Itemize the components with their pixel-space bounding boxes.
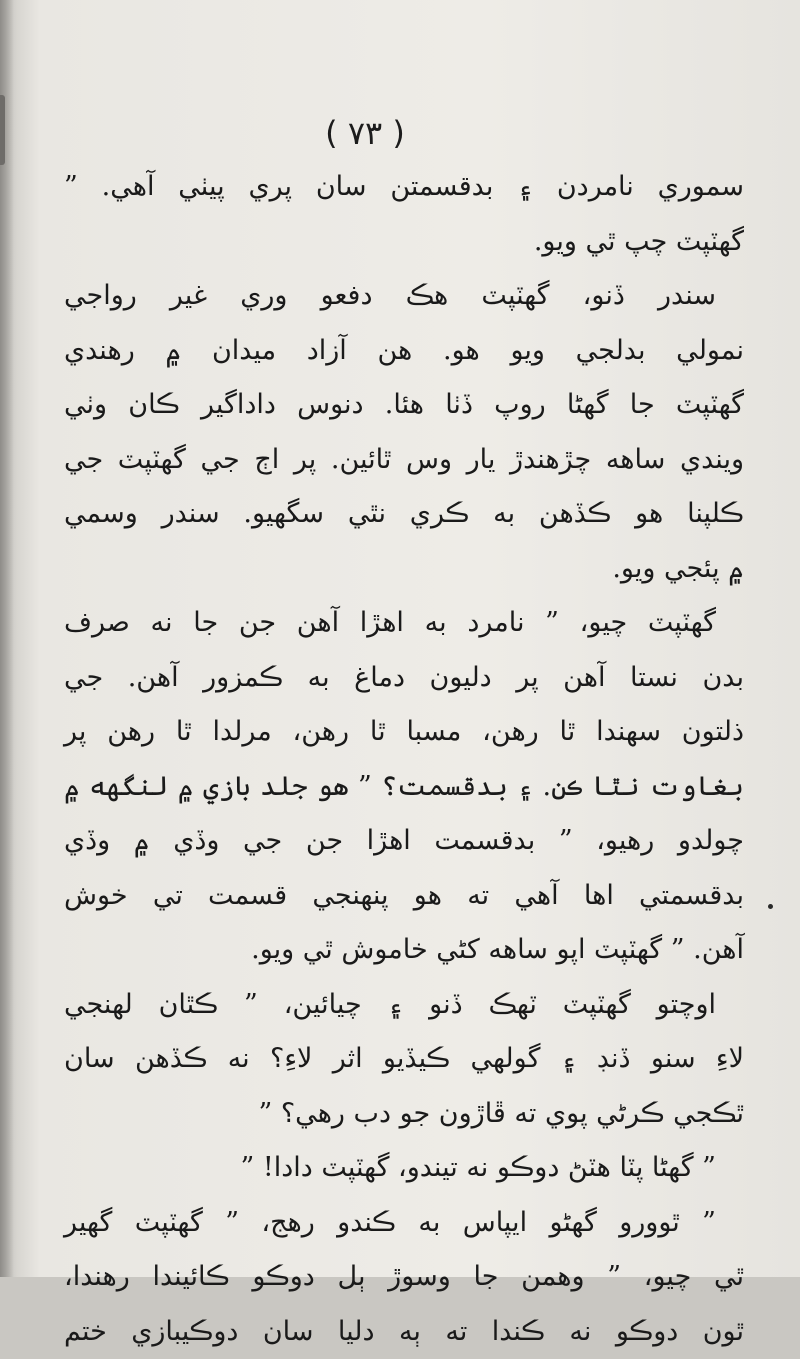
text-line: ٿون دوڪو نه ڪندا ته ٻه دليا سان دوڪيبازي ختم bbox=[64, 1305, 744, 1359]
text-line: ” ٿوورو گهڻو ايپاس به ڪندو رهج، ” گهٽپٽ گهير bbox=[64, 1196, 744, 1251]
text-line: سندر ڏنو، گهٽپٽ هڪ دفعو وري غير رواجي bbox=[64, 269, 744, 324]
text-line: ذلتون سهندا ٿا رهن، مسبا ٿا رهن، مرلدا ٿا رهن پر bbox=[64, 705, 744, 760]
text-line: ۾ پئجي ويو. bbox=[64, 542, 744, 597]
page-number: ( ٧٣ ) bbox=[0, 114, 730, 152]
text-line: ڪلپنا هو ڪڏهن به ڪري نٿي سگهيو. سندر وسمي bbox=[64, 487, 744, 542]
text-line: ويندي ساهه چڙهندڙ يار وس ٿائين. پر اڄ جي گهٽپٽ جي bbox=[64, 433, 744, 488]
text-line: بدقسمتي اها آهي ته هو پنهنجي قسمت تي خوش bbox=[64, 869, 744, 924]
text-line: بدن نستا آهن پر دليون دماغ به ڪمزور آهن. جي bbox=[64, 651, 744, 706]
text-line: آهن. ” گهٽپٽ اپو ساهه کڻي خاموش ٿي ويو. bbox=[64, 923, 744, 978]
text-line: ٿي چيو، ” وهمن جا وسوڙ ٻل دوڪو ڪائيندا رهندا، bbox=[64, 1250, 744, 1305]
text-line: نمولي بدلجي ويو هو. هن آزاد ميدان ۾ رهندي bbox=[64, 324, 744, 379]
binding-shadow bbox=[0, 0, 14, 1277]
text-line: گهٽپٽ چپ ٿي ويو. bbox=[64, 215, 744, 270]
text-line: اوچتو گهٽپٽ ٽهڪ ڏنو ۽ چيائين، ” ڪٿان لهنجي bbox=[64, 978, 744, 1033]
text-line: چولدو رهيو، ” بدقسمت اهڙا جن جي وڏي ۾ وڏي bbox=[64, 814, 744, 869]
text-line: ٿڪجي ڪرڻي پوي ته ڦاڙون جو دب رهي؟ ” bbox=[64, 1087, 744, 1142]
body-text bbox=[64, 160, 744, 1359]
text-line: بغاوت نٿا ڪن. ۽ بدقسمت؟ ” هو جلد بازي ۾ لنگهه ۾ bbox=[64, 760, 744, 815]
text-line: گهٽپٽ جا گهڻا روپ ڏٺا هئا. دنوس داداگير ڪان وٺي bbox=[64, 378, 744, 433]
text-line: لاءِ سنو ڏنڊ ۽ گولهي ڪيڏيو اثر لاءِ؟ نه ڪڏهن سان bbox=[64, 1032, 744, 1087]
ink-dot bbox=[768, 904, 773, 909]
text-line: گهٽپٽ چيو، ” نامرد به اهڙا آهن جن جا نه صرف bbox=[64, 596, 744, 651]
text-line: ” گهڻا پٽا هٽڻ دوڪو نه تيندو، گهٽپٽ دادا! ” bbox=[64, 1141, 744, 1196]
text-line: سموري نامردن ۽ بدقسمتن سان پري پيٺي آهي. ” bbox=[64, 160, 744, 215]
